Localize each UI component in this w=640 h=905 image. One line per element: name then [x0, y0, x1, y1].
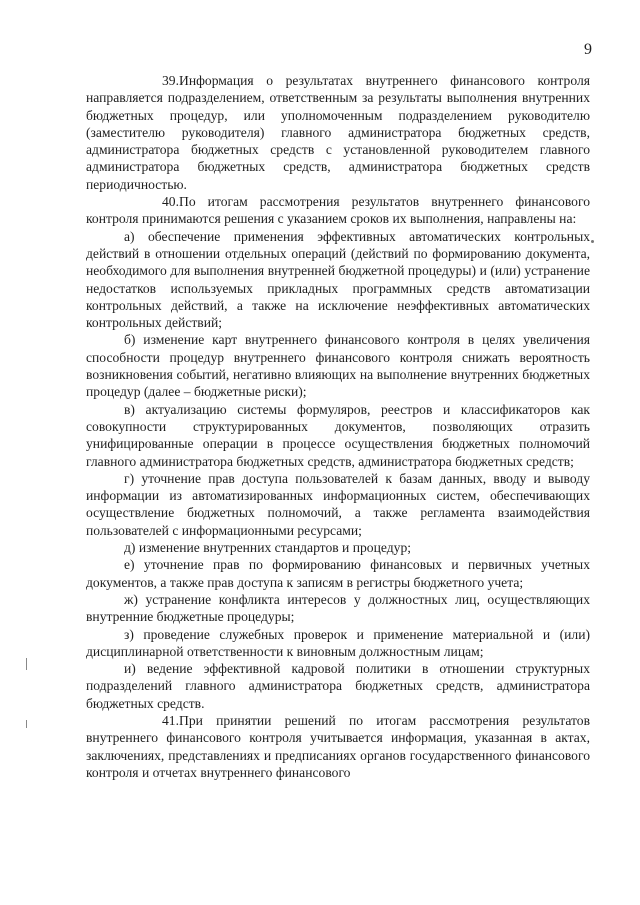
scan-margin-mark [26, 658, 27, 670]
page-number: 9 [584, 41, 592, 58]
scan-margin-mark [26, 720, 27, 728]
clause-number: 41. [162, 712, 179, 728]
list-item-i: и) ведение эффективной кадровой политики в отношении структурных подразделений главного администратора бюджетных средств, администратора бюджетных средств. [86, 661, 590, 711]
list-item-g: г) уточнение прав доступа пользователей к базам данных, вводу и выводу информации из автоматизированных информационных систем, обеспечивающих осуществление бюджетных полномочий, а также регламента взаимодействия пользователей с информационными ресурсами; [86, 470, 590, 538]
list-item-b: б) изменение карт внутреннего финансового контроля в целях увеличения способности процедур внутреннего финансового контроля снижать вероятность возникновения событий, негативно влияющих на выполнение внутренних бюджетных процедур (далее – бюджетные риски); [86, 332, 590, 400]
clause-text: Информация о результатах внутреннего финансового контроля направляется подразделением, ответственным за результаты выполнения внутренних бюджетных процедур, или уполномоченным подразделением руководителю (заместителю руководителя) главного администратора бюджетных средств, администратора бюджетных средств с установленной руководителем главного администратора бюджетных средств, администратора бюджетных средств периодичностью. [86, 73, 590, 192]
list-item-d: д) изменение внутренних стандартов и процедур; [124, 540, 412, 556]
list-item-v: в) актуализацию системы формуляров, реестров и классификаторов как совокупности структурированных документов, позволяющих отразить унифицированные операции в процессе осуществления бюджетных полномочий главного администратора бюджетных средств, администратора бюджетных средств; [86, 401, 590, 469]
list-item-zh: ж) устранение конфликта интересов у должностных лиц, осуществляющих внутренние бюджетные процедуры; [86, 591, 590, 625]
scan-speck [591, 240, 594, 243]
clause-41 [86, 712, 590, 781]
clause-text: При принятии решений по итогам рассмотрения результатов внутреннего финансового контроля учитывается информация, указанная в актах, заключениях, представлениях и предписаниях органов государственного финансового контроля и отчетах внутреннего финансового [86, 712, 590, 780]
clause-39 [86, 72, 590, 193]
list-item-a: а) обеспечение применения эффективных автоматических контрольных действий в отношении отдельных операций (действий по формированию документа, необходимого для выполнения внутренней бюджетной процедуры) и (или) устранение недостатков используемых прикладных программных средств автоматизации контрольных действий, а также на исключение неэффективных автоматических контрольных действий; [86, 228, 590, 331]
document-body [86, 72, 590, 781]
clause-number: 39. [162, 73, 179, 88]
clause-number: 40. [162, 194, 179, 210]
clause-text: По итогам рассмотрения результатов внутреннего финансового контроля принимаются решения с указанием сроков их выполнения, направлены на: [86, 194, 590, 227]
list-item-z: з) проведение служебных проверок и применение материальной и (или) дисциплинарной ответственности к виновным должностным лицам; [86, 626, 590, 659]
clause-40 [86, 193, 590, 228]
list-item-e: е) уточнение прав по формированию финансовых и первичных учетных документов, а также прав доступа к записям в регистры бюджетного учета; [86, 557, 590, 590]
